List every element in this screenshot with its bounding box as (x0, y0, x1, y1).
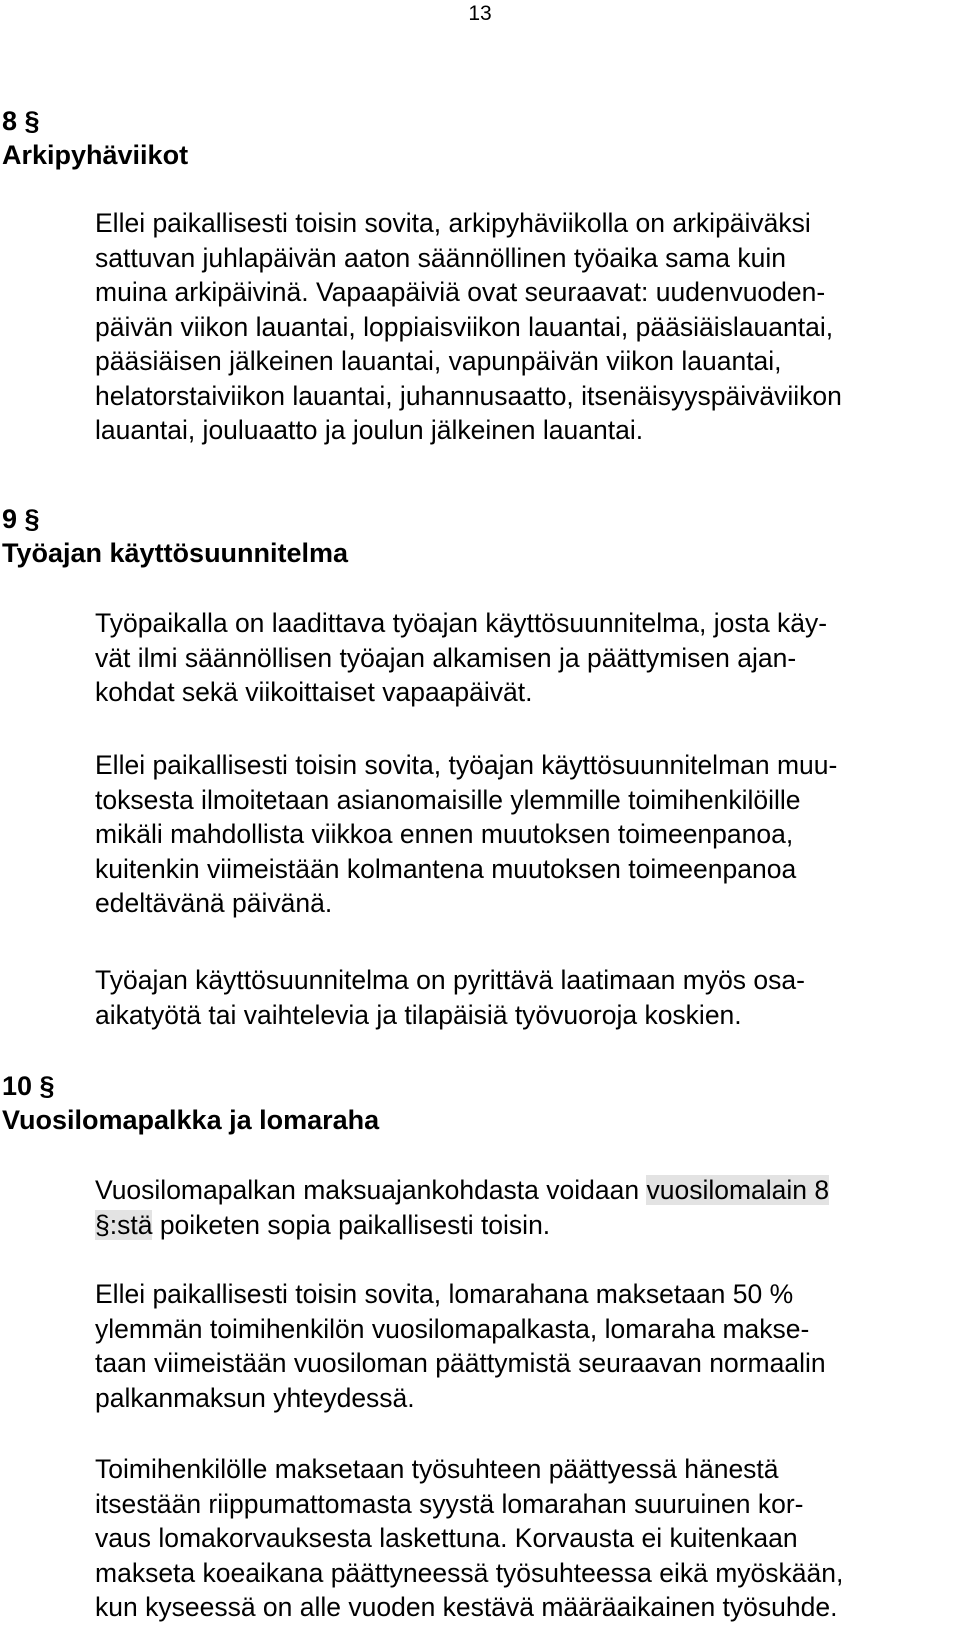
section-8-heading (0, 104, 960, 172)
text-line (95, 1208, 955, 1243)
text-line: Työajan käyttösuunnitelma on pyrittävä laatimaan myös osa- (95, 965, 805, 995)
text-line: lauantai, jouluaatto ja joulun jälkeinen lauantai. (95, 415, 644, 445)
section-title: Vuosilomapalkka ja lomaraha (2, 1105, 380, 1135)
text-line: aikatyötä tai vaihtelevia ja tilapäisiä työvuoroja koskien. (95, 999, 742, 1030)
section-9-heading (0, 502, 960, 570)
section-title: Työajan käyttösuunnitelma (2, 538, 349, 568)
section-number: 8 § (2, 106, 40, 136)
section-title: Arkipyhäviikot (2, 140, 189, 170)
text-line: muina arkipäivinä. Vapaapäiviä ovat seuraavat: uudenvuoden- (95, 277, 826, 307)
text-line: makseta koeaikana päättyneessä työsuhteessa eikä myöskään, (95, 1557, 844, 1588)
text-line: Ellei paikallisesti toisin sovita, lomarahana maksetaan 50 % (95, 1279, 794, 1309)
text-line: itsestään riippumattomasta syystä lomarahan suuruinen kor- (95, 1488, 804, 1519)
section-number: 9 § (2, 504, 40, 534)
text-line: Ellei paikallisesti toisin sovita, arkipyhäviikolla on arkipäiväksi (95, 208, 811, 238)
text-line: kohdat sekä viikoittaiset vapaapäivät. (95, 677, 533, 707)
page-number: 13 (468, 2, 492, 25)
section-10-paragraph-1 (95, 1173, 955, 1242)
text-line: kun kyseessä on alle vuoden kestävä määräaikainen työsuhde. (95, 1592, 838, 1622)
text-line: palkanmaksun yhteydessä. (95, 1382, 415, 1413)
section-10-paragraph-2 (95, 1277, 955, 1415)
text-line: Toimihenkilölle maksetaan työsuhteen päättyessä hänestä (95, 1454, 779, 1484)
text-line: Ellei paikallisesti toisin sovita, työajan käyttösuunnitelman muu- (95, 750, 838, 780)
section-9-paragraph-2 (95, 748, 955, 921)
text-line: sattuvan juhlapäivän aaton säännöllinen työaika sama kuin (95, 242, 786, 273)
text-line: ylemmän toimihenkilön vuosilomapalkasta, lomaraha makse- (95, 1313, 810, 1344)
text-segment: poiketen sopia paikallisesti toisin. (152, 1209, 551, 1240)
text-line: kuitenkin viimeistään kolmantena muutoksen toimeenpanoa (95, 853, 797, 884)
section-10-paragraph-3 (95, 1452, 955, 1625)
section-number: 10 § (2, 1071, 55, 1101)
text-line: toksesta ilmoitetaan asianomaisille ylemmille toimihenkilöille (95, 784, 801, 815)
text-line: helatorstaiviikon lauantai, juhannusaatto, itsenäisyyspäiväviikon (95, 380, 842, 411)
section-8-paragraph-1 (95, 206, 955, 448)
text-line: päivän viikon lauantai, loppiaisviikon lauantai, pääsiäislauantai, (95, 311, 834, 342)
highlighted-reference: §:stä (95, 1209, 153, 1240)
text-line: mikäli mahdollista viikkoa ennen muutoksen toimeenpanoa, (95, 819, 794, 849)
text-line: pääsiäisen jälkeinen lauantai, vapunpäivän viikon lauantai, (95, 346, 782, 376)
text-line: Työpaikalla on laadittava työajan käyttösuunnitelma, josta käy- (95, 608, 828, 638)
text-line: vät ilmi säännöllisen työajan alkamisen ja päättymisen ajan- (95, 642, 797, 673)
text-line: vaus lomakorvauksesta laskettuna. Korvausta ei kuitenkaan (95, 1523, 798, 1553)
text-line: taan viimeistään vuosiloman päättymistä seuraavan normaalin (95, 1348, 826, 1378)
text-line: edeltävänä päivänä. (95, 888, 333, 918)
section-9-paragraph-3 (95, 963, 955, 1032)
text-line (95, 1173, 955, 1208)
text-segment: Vuosilomapalkan maksuajankohdasta voidaan (95, 1175, 647, 1205)
highlighted-reference: vuosilomalain 8 (646, 1175, 830, 1205)
section-9-paragraph-1 (95, 606, 955, 710)
section-10-heading (0, 1069, 960, 1137)
